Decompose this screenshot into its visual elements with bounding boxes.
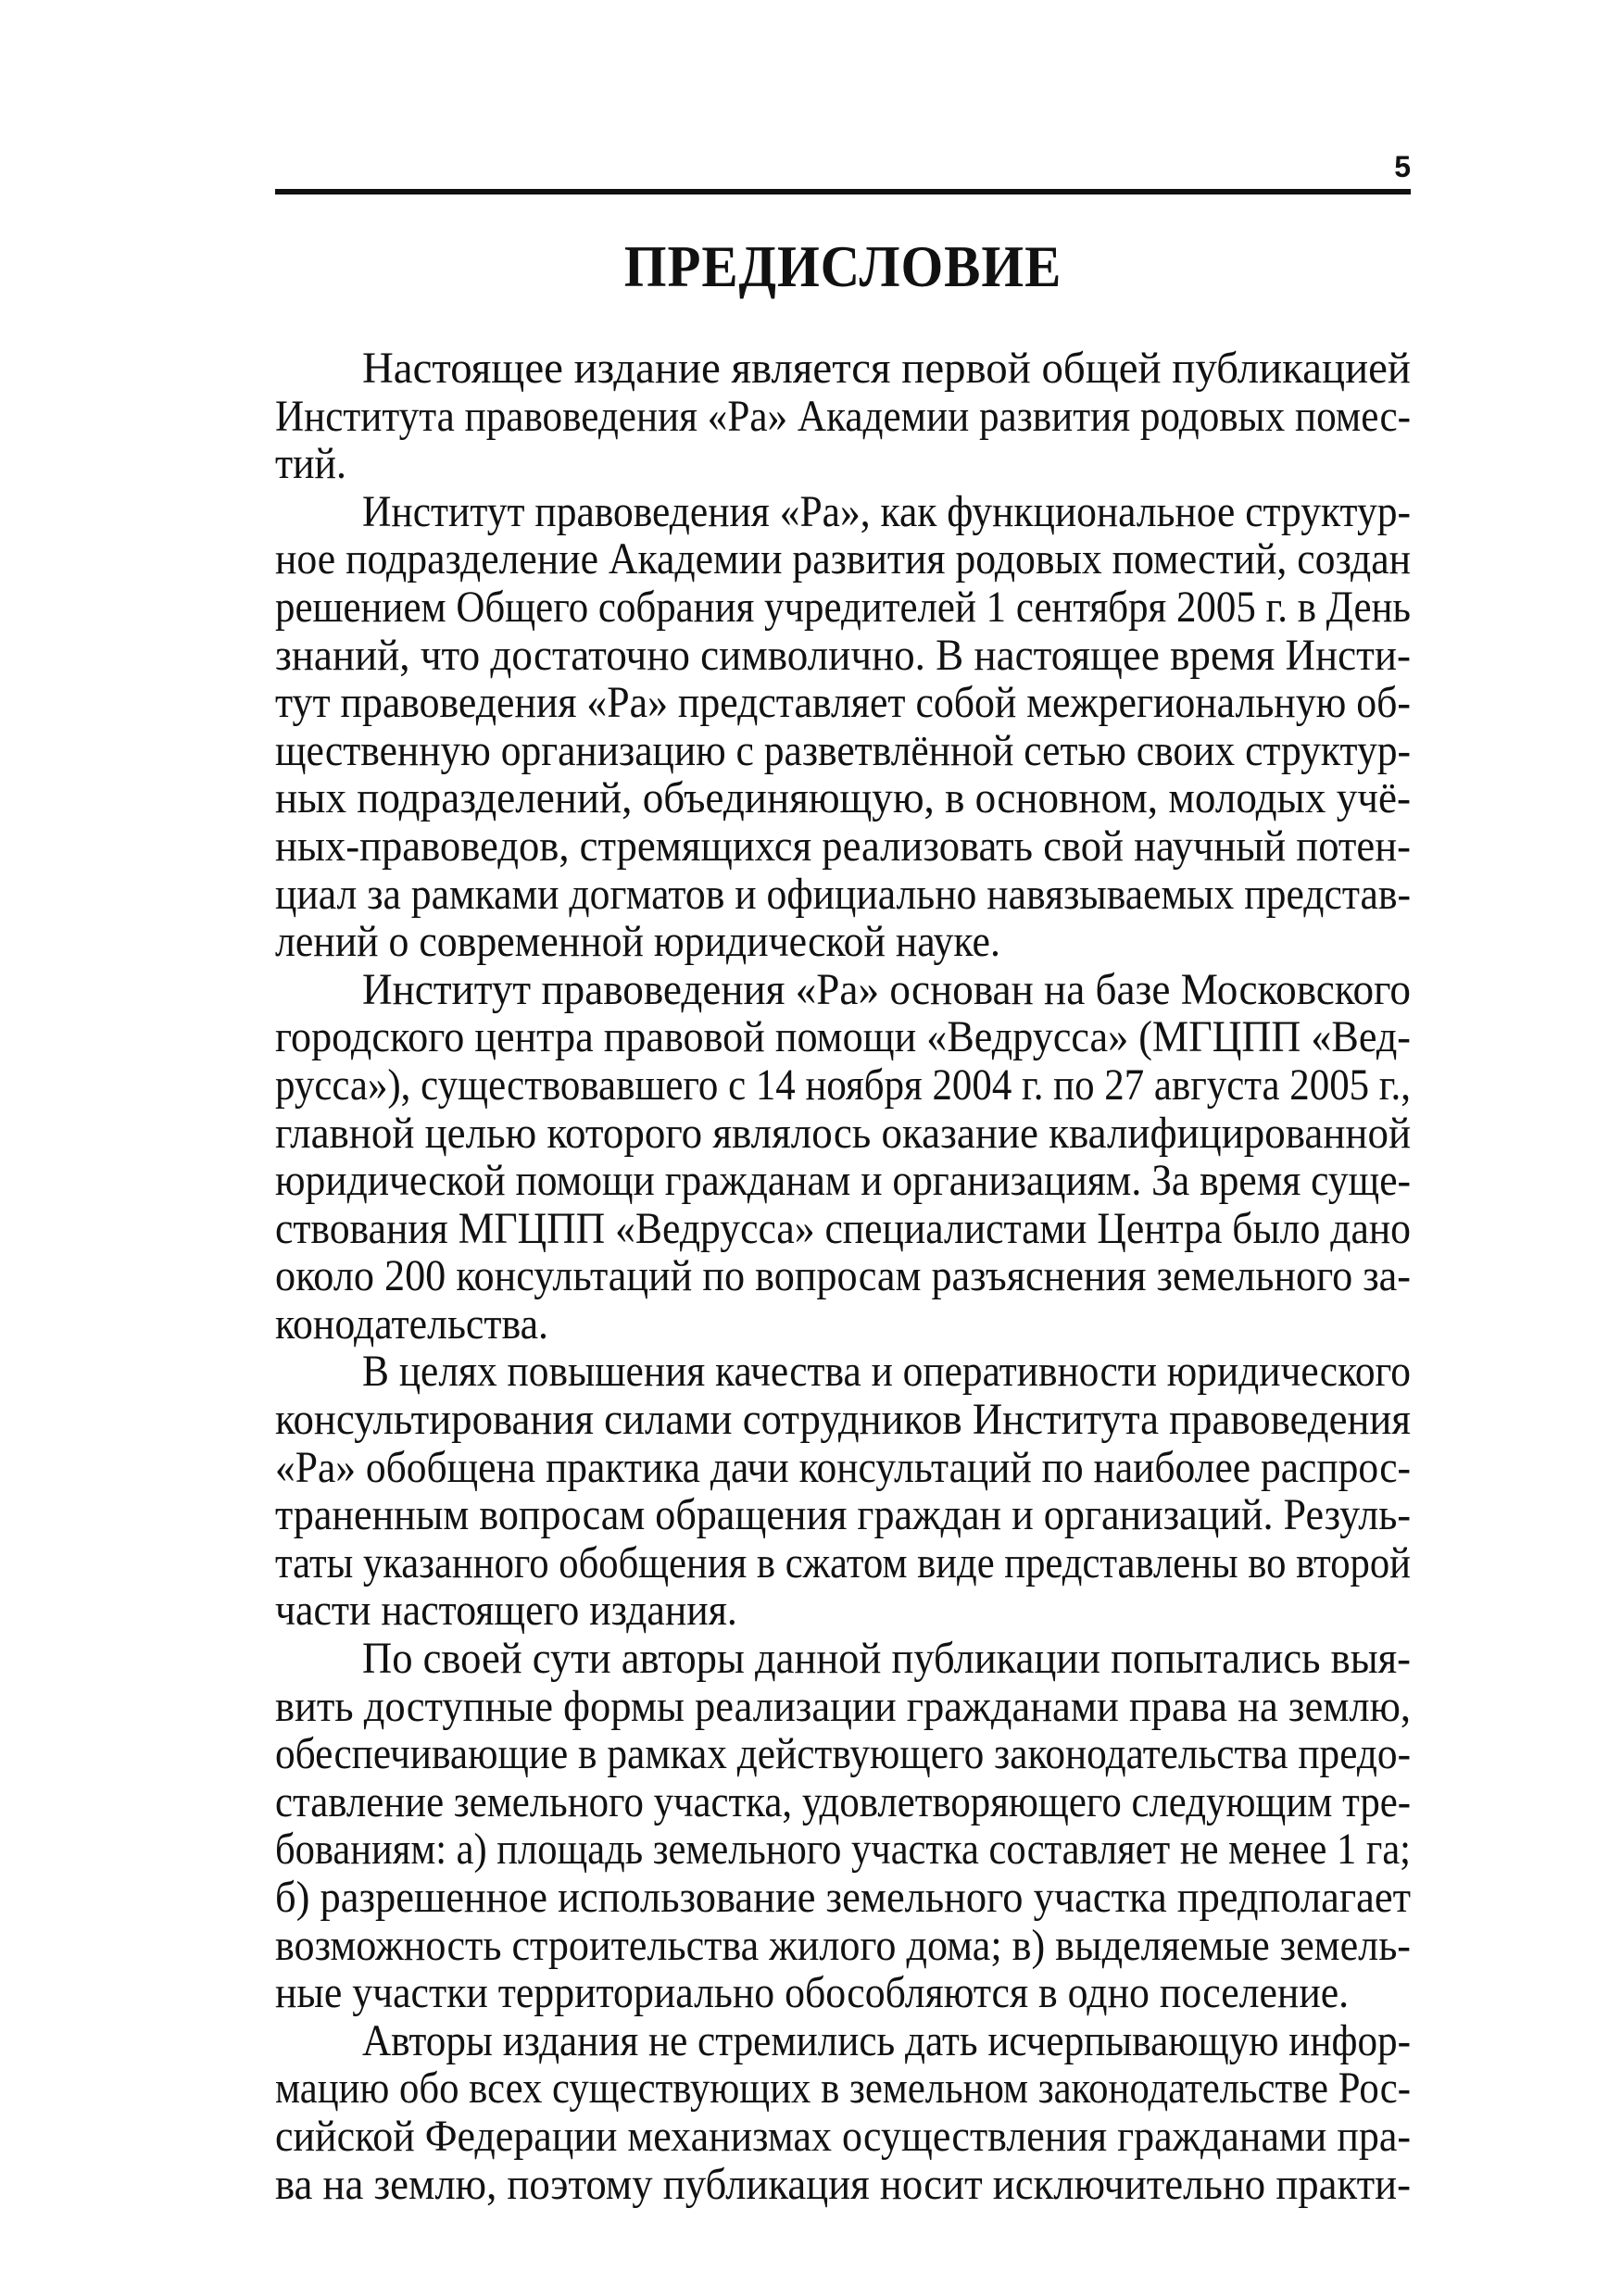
text-line: [275, 1826, 1411, 1874]
text-line: [275, 583, 1411, 632]
text-line-content: бованиям: а) площадь земельного участка составляет не менее 1 га;: [275, 1825, 1411, 1875]
text-line: [275, 774, 1411, 822]
text-line: [275, 1778, 1411, 1826]
text-line: [275, 1969, 1411, 2017]
text-line-content: ствования МГЦПП «Ведрусса» специалистами Центра было дано: [275, 1203, 1411, 1253]
text-line-content: конодательства.: [275, 1299, 548, 1349]
text-line-content: решением Общего собрания учредителей 1 сентября 2005 г. в День: [275, 582, 1411, 632]
text-line: [275, 966, 1411, 1014]
text-line-content: ное подразделение Академии развития родовых поместий, создан: [275, 534, 1411, 584]
text-line: [275, 822, 1411, 871]
text-line-content: В целях повышения качества и оперативности юридического: [362, 1347, 1411, 1397]
text-line: [275, 1730, 1411, 1778]
text-line: [275, 1539, 1411, 1587]
text-line: [275, 1635, 1411, 1683]
text-line-content: б) разрешенное использование земельного участка предполагает: [275, 1873, 1411, 1922]
text-line-content: городского центра правовой помощи «Ведрусса» (МГЦПП «Вед-: [275, 1012, 1411, 1062]
text-line-content: ные участки территориально обособляются в одно поселение.: [275, 1968, 1350, 2018]
paragraph: [275, 1348, 1411, 1635]
text-line-content: траненным вопросам обращения граждан и организаций. Резуль-: [275, 1490, 1411, 1540]
text-line: [275, 1874, 1411, 1922]
text-line: [275, 2017, 1411, 2065]
text-line: [275, 1396, 1411, 1444]
text-line-content: щественную организацию с разветвлённой сетью своих структур-: [275, 725, 1411, 775]
text-line: [275, 1491, 1411, 1539]
text-line-content: ва на землю, поэтому публикация носит исключительно практи-: [275, 2159, 1411, 2209]
text-line: [275, 679, 1411, 727]
text-line-content: Институт правоведения «Ра», как функциональное структур-: [362, 486, 1411, 536]
header-rule: [275, 189, 1411, 194]
paragraph: [275, 345, 1411, 488]
text-line: [275, 1683, 1411, 1731]
text-line-content: вить доступные формы реализации гражданами права на землю,: [275, 1681, 1411, 1731]
text-line: [275, 727, 1411, 775]
text-line: [275, 393, 1411, 441]
text-line-content: русса»), существовавшего с 14 ноября 2004 г. по 27 августа 2005 г.,: [275, 1060, 1411, 1110]
page-number: 5: [1394, 150, 1411, 183]
text-line: [275, 918, 1411, 966]
text-line-content: сийской Федерации механизмах осуществления гражданами пра-: [275, 2111, 1411, 2161]
text-line: [275, 1157, 1411, 1205]
text-line: [275, 871, 1411, 919]
text-line: [275, 1110, 1411, 1158]
text-line-content: главной целью которого являлось оказание квалифицированной: [275, 1108, 1411, 1158]
text-line: [275, 535, 1411, 583]
text-line: [275, 1013, 1411, 1061]
text-line-content: Института правоведения «Ра» Академии развития родовых помес-: [275, 391, 1411, 441]
text-line-content: Институт правоведения «Ра» основан на базе Московского: [362, 964, 1411, 1014]
text-line-content: циал за рамками догматов и официально навязываемых представ-: [275, 869, 1411, 919]
text-line-content: части настоящего издания.: [275, 1586, 737, 1636]
paragraph: [275, 1635, 1411, 2017]
text-line: [275, 2064, 1411, 2113]
text-line-content: Авторы издания не стремились дать исчерпывающую инфор-: [362, 2015, 1411, 2065]
text-line-content: ных подразделений, объединяющую, в основном, молодых учё-: [275, 773, 1411, 823]
text-line: [275, 488, 1411, 536]
text-line-content: лений о современной юридической науке.: [275, 917, 1000, 967]
text-line-content: обеспечивающие в рамках действующего законодательства предо-: [275, 1729, 1411, 1779]
text-line: [275, 1587, 1411, 1635]
paragraph: [275, 488, 1411, 966]
text-line-content: мацию обо всех существующих в земельном законодательстве Рос-: [275, 2064, 1411, 2114]
body-text: [275, 345, 1411, 2208]
text-line-content: Настоящее издание является первой общей публикацией: [362, 344, 1411, 393]
page-title: ПРЕДИСЛОВИЕ: [623, 233, 1062, 299]
text-line-content: тий.: [275, 439, 346, 489]
text-line: [275, 1205, 1411, 1253]
text-line-content: консультирования силами сотрудников Института правоведения: [275, 1395, 1411, 1445]
text-line-content: ных-правоведов, стремящихся реализовать свой научный потен-: [275, 821, 1411, 871]
paragraph: [275, 966, 1411, 1349]
text-line: [275, 632, 1411, 680]
text-line: [275, 1061, 1411, 1110]
text-line: [275, 2113, 1411, 2161]
text-line-content: тут правоведения «Ра» представляет собой межрегиональную об-: [275, 678, 1411, 728]
text-line: [275, 345, 1411, 393]
text-line-content: знаний, что достаточно символично. В настоящее время Инсти-: [275, 630, 1411, 680]
text-line-content: По своей сути авторы данной публикации попытались выя-: [362, 1634, 1411, 1684]
text-line: [275, 1922, 1411, 1970]
text-line-content: «Ра» обобщена практика дачи консультаций по наиболее распрос-: [275, 1442, 1411, 1492]
text-line-content: юридической помощи гражданам и организациям. За время суще-: [275, 1156, 1411, 1206]
text-line: [275, 2161, 1411, 2209]
text-line: [275, 1300, 1411, 1349]
text-line-content: около 200 консультаций по вопросам разъяснения земельного за-: [275, 1251, 1411, 1301]
text-line: [275, 1348, 1411, 1396]
text-line-content: ставление земельного участка, удовлетворяющего следующим тре-: [275, 1776, 1411, 1826]
text-line: [275, 1252, 1411, 1300]
paragraph: [275, 2017, 1411, 2208]
text-line: [275, 1444, 1411, 1492]
text-line-content: таты указанного обобщения в сжатом виде представлены во второй: [275, 1537, 1411, 1587]
text-line-content: возможность строительства жилого дома; в) выделяемые земель-: [275, 1920, 1411, 1970]
text-line: [275, 440, 1411, 488]
